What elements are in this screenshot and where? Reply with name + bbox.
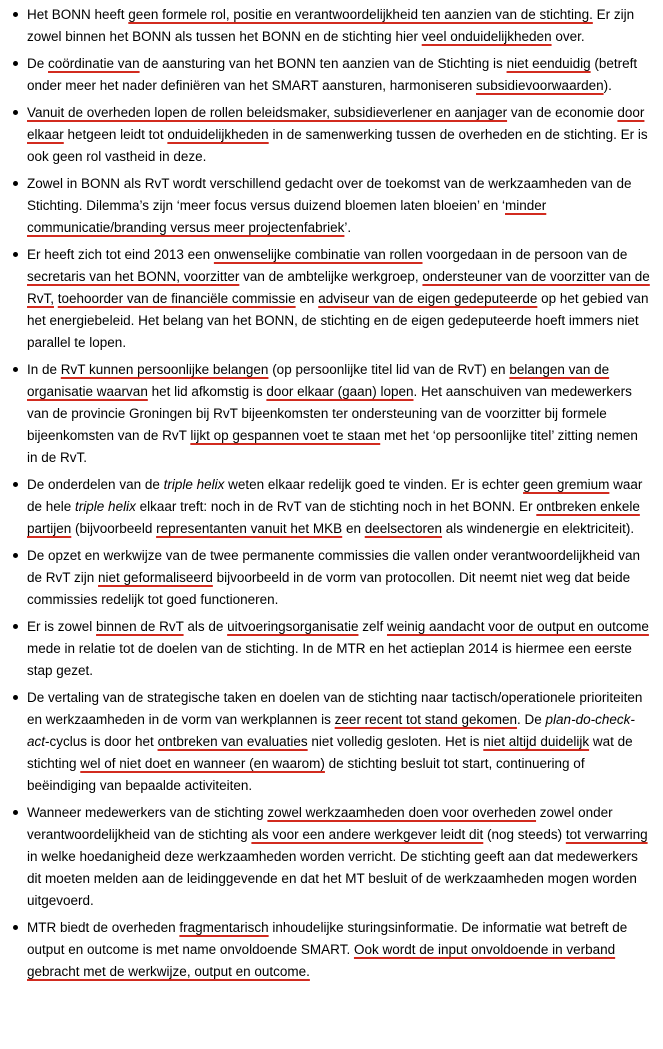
bullet-icon: [13, 12, 18, 17]
text-segment: -cyclus is door het: [45, 734, 158, 749]
bullet-text: [27, 56, 637, 93]
text-segment: (bijvoorbeeld: [71, 521, 157, 536]
text-segment: op het gebied van het energiebeleid. Het belang van het BONN, de stichting en de eigen gedeputeerde hoeft immers niet parallel te lopen.: [27, 291, 649, 350]
bullet-text: [27, 690, 642, 793]
text-segment: mede in relatie tot de doelen van de stichting. In de MTR en het actieplan 2014 is hiermee een eerste stap gezet.: [27, 641, 632, 678]
text-segment: Zowel in BONN als RvT wordt verschillend gedacht over de toekomst van de werkzaamheden van de Stichting. Dilemma’s zijn ‘meer focus versus duizend bloemen laten bloeien’ en ‘: [27, 176, 632, 213]
bullet-icon: [13, 482, 18, 487]
bullet-item: [10, 4, 651, 48]
bullet-text: [27, 176, 632, 235]
bullet-item: [10, 687, 651, 797]
bullet-icon: [13, 367, 18, 372]
underlined-text: Vanuit de overheden lopen de rollen beleidsmaker, subsidieverlener en aanjager: [27, 105, 508, 120]
bullet-list: [10, 4, 651, 983]
underlined-text: ondersteuner van de voorzitter van de RvT,: [27, 269, 650, 306]
text-segment: in welke hoedanigheid deze werkzaamheden worden verricht. De stichting geeft aan dat medewerkers dit moeten melden aan de leidinggevende en dat het MT besluit of de werkzaamheden mogen worden uitgevoerd.: [27, 849, 638, 908]
underlined-text: deelsectoren: [364, 521, 443, 536]
underlined-text: door elkaar: [27, 105, 645, 142]
text-segment: De onderdelen van de: [27, 477, 164, 492]
underlined-text: niet geformaliseerd: [98, 570, 213, 585]
underlined-text: binnen de RvT: [96, 619, 184, 634]
underlined-text: coördinatie van: [48, 56, 140, 71]
text-segment: en: [295, 291, 319, 306]
underlined-text: subsidievoorwaarden: [476, 78, 604, 93]
text-segment: de aansturing van het BONN ten aanzien van de Stichting is: [139, 56, 507, 71]
text-segment: De vertaling van de strategische taken en doelen van de stichting naar tactisch/operationele prioriteiten en werkzaamheden in de vorm van werkplannen is: [27, 690, 643, 727]
underlined-text: RvT kunnen persoonlijke belangen: [60, 362, 269, 377]
text-segment: Er is zowel: [27, 619, 97, 634]
bullet-item: [10, 616, 651, 682]
text-segment: wat de stichting: [27, 734, 633, 771]
underlined-text: lijkt op gespannen voet te staan: [190, 428, 381, 443]
bullet-text: [27, 548, 640, 607]
text-segment: elkaar treft: noch in de RvT van de stichting noch in het BONN. Er: [135, 499, 537, 514]
text-segment: Er heeft zich tot eind 2013 een: [27, 247, 214, 262]
underlined-text: zeer recent tot stand gekomen: [334, 712, 518, 727]
underlined-text: wel of niet doet en wanneer (en waarom): [80, 756, 325, 771]
text-segment: ’.: [344, 220, 352, 235]
text-segment: ).: [603, 78, 612, 93]
bullet-item: [10, 474, 651, 540]
text-segment: als windenergie en elektriciteit).: [442, 521, 635, 536]
text-segment: van de ambtelijke werkgroep,: [239, 269, 423, 284]
underlined-text: Ook wordt de input onvoldoende in verband gebracht met de werkwijze, output en outcome.: [27, 942, 616, 979]
text-segment: Het BONN heeft: [27, 7, 129, 22]
bullet-text: [27, 7, 634, 44]
bullet-text: [27, 920, 627, 979]
bullet-text: [27, 805, 648, 908]
underlined-text: tot verwarring: [565, 827, 648, 842]
text-segment: . De: [517, 712, 546, 727]
bullet-item: [10, 545, 651, 611]
italic-text: triple helix: [163, 477, 225, 492]
bullet-text: [27, 619, 649, 678]
underlined-text: adviseur van de eigen gedeputeerde: [318, 291, 538, 306]
bullet-text: [27, 105, 648, 164]
underlined-text: minder communicatie/branding versus meer projectenfabriek: [27, 198, 547, 235]
text-segment: Er zijn zowel binnen het BONN als tussen het BONN en de stichting hier: [27, 7, 635, 44]
bullet-icon: [13, 110, 18, 115]
italic-text: plan-do-check-act: [27, 712, 635, 749]
bullet-text: [27, 362, 638, 465]
underlined-text: niet altijd duidelijk: [483, 734, 590, 749]
underlined-text: niet eenduidig: [506, 56, 591, 71]
text-segment: van de economie: [507, 105, 618, 120]
text-segment: met het ‘op persoonlijke titel’ zitting nemen in de RvT.: [27, 428, 638, 465]
text-segment: In de: [27, 362, 61, 377]
underlined-text: veel onduidelijkheden: [421, 29, 552, 44]
underlined-text: toehoorder van de financiële commissie: [57, 291, 296, 306]
bullet-text: [27, 247, 650, 350]
underlined-text: als voor een andere werkgever leidt dit: [251, 827, 484, 842]
underlined-text: geen gremium: [523, 477, 610, 492]
underlined-text: ontbreken van evaluaties: [157, 734, 308, 749]
bullet-icon: [13, 553, 18, 558]
underlined-text: onwenselijke combinatie van rollen: [213, 247, 423, 262]
bullet-item: [10, 359, 651, 469]
bullet-item: [10, 917, 651, 983]
text-segment: (nog steeds): [483, 827, 566, 842]
text-segment: waar de hele: [27, 477, 643, 514]
text-segment: bijvoorbeeld in de vorm van protocollen. Dit neemt niet weg dat beide commissies redelijk tot goed functioneren.: [27, 570, 631, 607]
text-segment: niet volledig gesloten. Het is: [307, 734, 484, 749]
text-segment: weten elkaar redelijk goed te vinden. Er is echter: [224, 477, 524, 492]
text-segment: in de samenwerking tussen de overheden en de stichting. Er is ook geen rol vastheid in deze.: [27, 127, 648, 164]
text-segment: Wanneer medewerkers van de stichting: [27, 805, 268, 820]
underlined-text: zowel werkzaamheden doen voor overheden: [267, 805, 537, 820]
text-segment: De opzet en werkwijze van de twee permanente commissies die vallen onder verantwoordelijkheid van de RvT zijn: [27, 548, 641, 585]
bullet-icon: [13, 252, 18, 257]
text-segment: over.: [551, 29, 585, 44]
bullet-text: [27, 477, 642, 536]
text-segment: voorgedaan in de persoon van de: [422, 247, 628, 262]
underlined-text: weinig aandacht voor de output en outcome: [386, 619, 649, 634]
text-segment: zowel onder verantwoordelijkheid van de stichting: [27, 805, 613, 842]
bullet-icon: [13, 810, 18, 815]
underlined-text: fragmentarisch: [179, 920, 269, 935]
text-segment: (betreft onder meer het nader definiëren van het SMART aansturen, harmoniseren: [27, 56, 638, 93]
bullet-item: [10, 53, 651, 97]
underlined-text: belangen van de organisatie waarvan: [27, 362, 610, 399]
underlined-text: secretaris van het BONN, voorzitter: [27, 269, 240, 284]
bullet-item: [10, 244, 651, 354]
text-segment: (op persoonlijke titel lid van de RvT) en: [268, 362, 510, 377]
bullet-icon: [13, 624, 18, 629]
bullet-item: [10, 173, 651, 239]
italic-text: triple helix: [75, 499, 136, 514]
text-segment: MTR biedt de overheden: [27, 920, 180, 935]
text-segment: en: [342, 521, 365, 536]
underlined-text: geen formele rol, positie en verantwoordelijkheid ten aanzien van de stichting.: [128, 7, 593, 22]
text-segment: als de: [183, 619, 228, 634]
underlined-text: ontbreken enkele partijen: [27, 499, 640, 536]
text-segment: . Het aanschuiven van medewerkers van de provincie Groningen bij RvT bijeenkomsten ter ondersteuning van de voorzitter bij formele bijeenkomsten van de RvT: [27, 384, 632, 443]
text-segment: het lid afkomstig is: [147, 384, 267, 399]
bullet-icon: [13, 695, 18, 700]
bullet-icon: [13, 181, 18, 186]
underlined-text: uitvoeringsorganisatie: [227, 619, 359, 634]
underlined-text: onduidelijkheden: [167, 127, 269, 142]
bullet-icon: [13, 925, 18, 930]
bullet-icon: [13, 61, 18, 66]
underlined-text: representanten vanuit het MKB: [156, 521, 343, 536]
findings-page: [10, 4, 651, 983]
text-segment: zelf: [358, 619, 387, 634]
bullet-item: [10, 102, 651, 168]
text-segment: de stichting besluit tot start, continuering of beëindiging van bepaalde activiteiten.: [27, 756, 585, 793]
text-segment: inhoudelijke sturingsinformatie. De informatie wat betreft de output en outcome is met name onvoldoende SMART.: [27, 920, 628, 957]
underlined-text: door elkaar (gaan) lopen: [266, 384, 414, 399]
bullet-item: [10, 802, 651, 912]
text-segment: hetgeen leidt tot: [63, 127, 168, 142]
text-segment: De: [27, 56, 49, 71]
